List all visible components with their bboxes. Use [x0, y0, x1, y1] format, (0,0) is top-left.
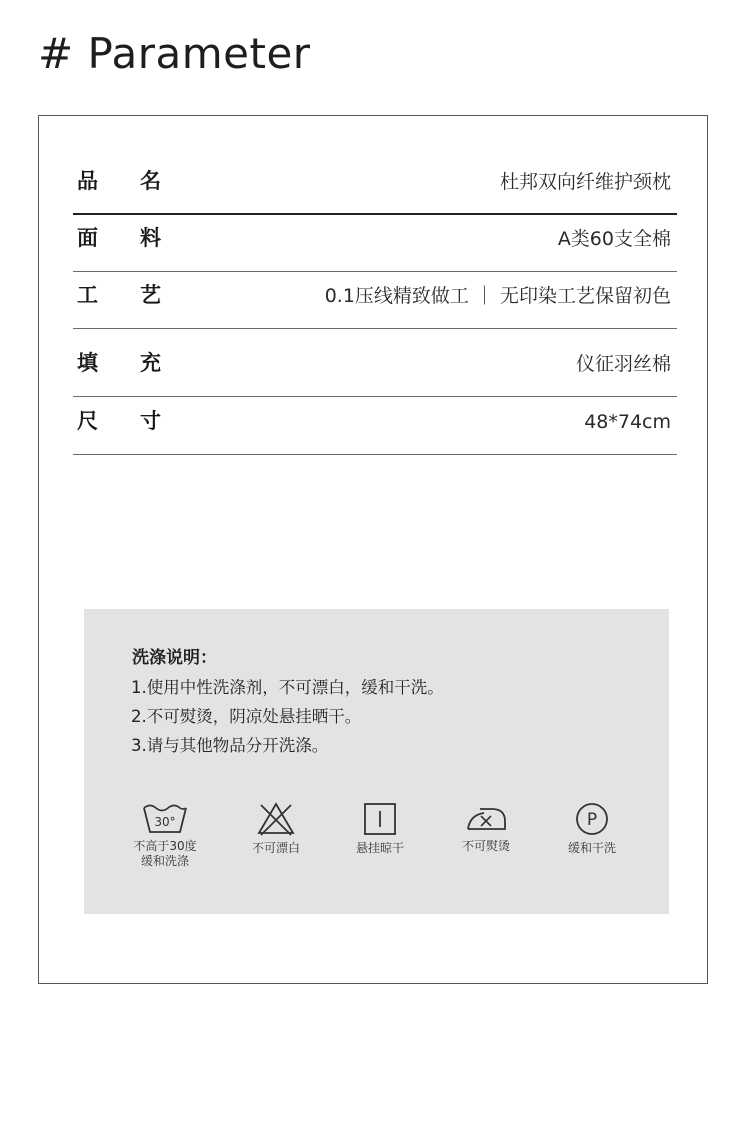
param-value: 杜邦双向纤维护颈枕	[499, 171, 671, 193]
care-caption: 不可熨烫	[461, 839, 510, 853]
param-value: 48*74cm	[584, 411, 671, 433]
care-item-no-bleach	[236, 801, 316, 856]
dry-clean-p-icon	[573, 801, 611, 837]
caption-line: 不高于30度	[133, 839, 197, 853]
param-value: 0.1压线精致做工 ｜ 无印染工艺保留初色	[324, 285, 671, 307]
row-divider	[73, 328, 677, 329]
care-line: 2.不可熨烫，阴凉处悬挂晒干。	[131, 707, 362, 726]
hang-dry-icon	[362, 801, 398, 837]
care-caption: 悬挂晾干	[355, 841, 404, 855]
care-caption	[125, 839, 205, 869]
param-row-craft	[73, 272, 677, 329]
param-label: 面料	[77, 226, 203, 250]
param-label: 尺寸	[77, 409, 203, 433]
care-caption: 不可漂白	[251, 841, 300, 855]
param-label: 工艺	[77, 283, 203, 307]
param-value: 仪征羽丝棉	[575, 353, 671, 375]
row-divider	[73, 454, 677, 455]
wash-temp-text: 30°	[154, 815, 176, 829]
wash-30-icon	[141, 801, 189, 835]
care-item-no-iron	[446, 801, 526, 854]
no-iron-icon	[464, 801, 508, 835]
param-row-size	[73, 398, 677, 455]
care-item-wash	[125, 801, 205, 869]
dry-clean-symbol: P	[586, 810, 598, 830]
row-divider	[73, 396, 677, 397]
param-row-name	[73, 158, 677, 215]
care-instructions-panel	[84, 609, 669, 914]
care-item-hang-dry	[340, 801, 420, 856]
care-line: 3.请与其他物品分开洗涤。	[131, 736, 329, 755]
caption-line: 缓和洗涤	[140, 854, 189, 868]
care-title: 洗涤说明：	[132, 648, 217, 668]
param-row-filling	[73, 340, 677, 397]
param-label: 品名	[77, 169, 203, 193]
care-caption: 缓和干洗	[567, 841, 616, 855]
page-heading: # Parameter	[38, 29, 311, 78]
no-bleach-icon	[256, 801, 296, 837]
care-item-dry-clean	[552, 801, 632, 856]
param-row-fabric	[73, 215, 677, 272]
param-label: 填充	[77, 351, 203, 375]
care-line: 1.使用中性洗涤剂，不可漂白，缓和干洗。	[131, 678, 444, 697]
param-value: A类60支全棉	[557, 228, 671, 250]
